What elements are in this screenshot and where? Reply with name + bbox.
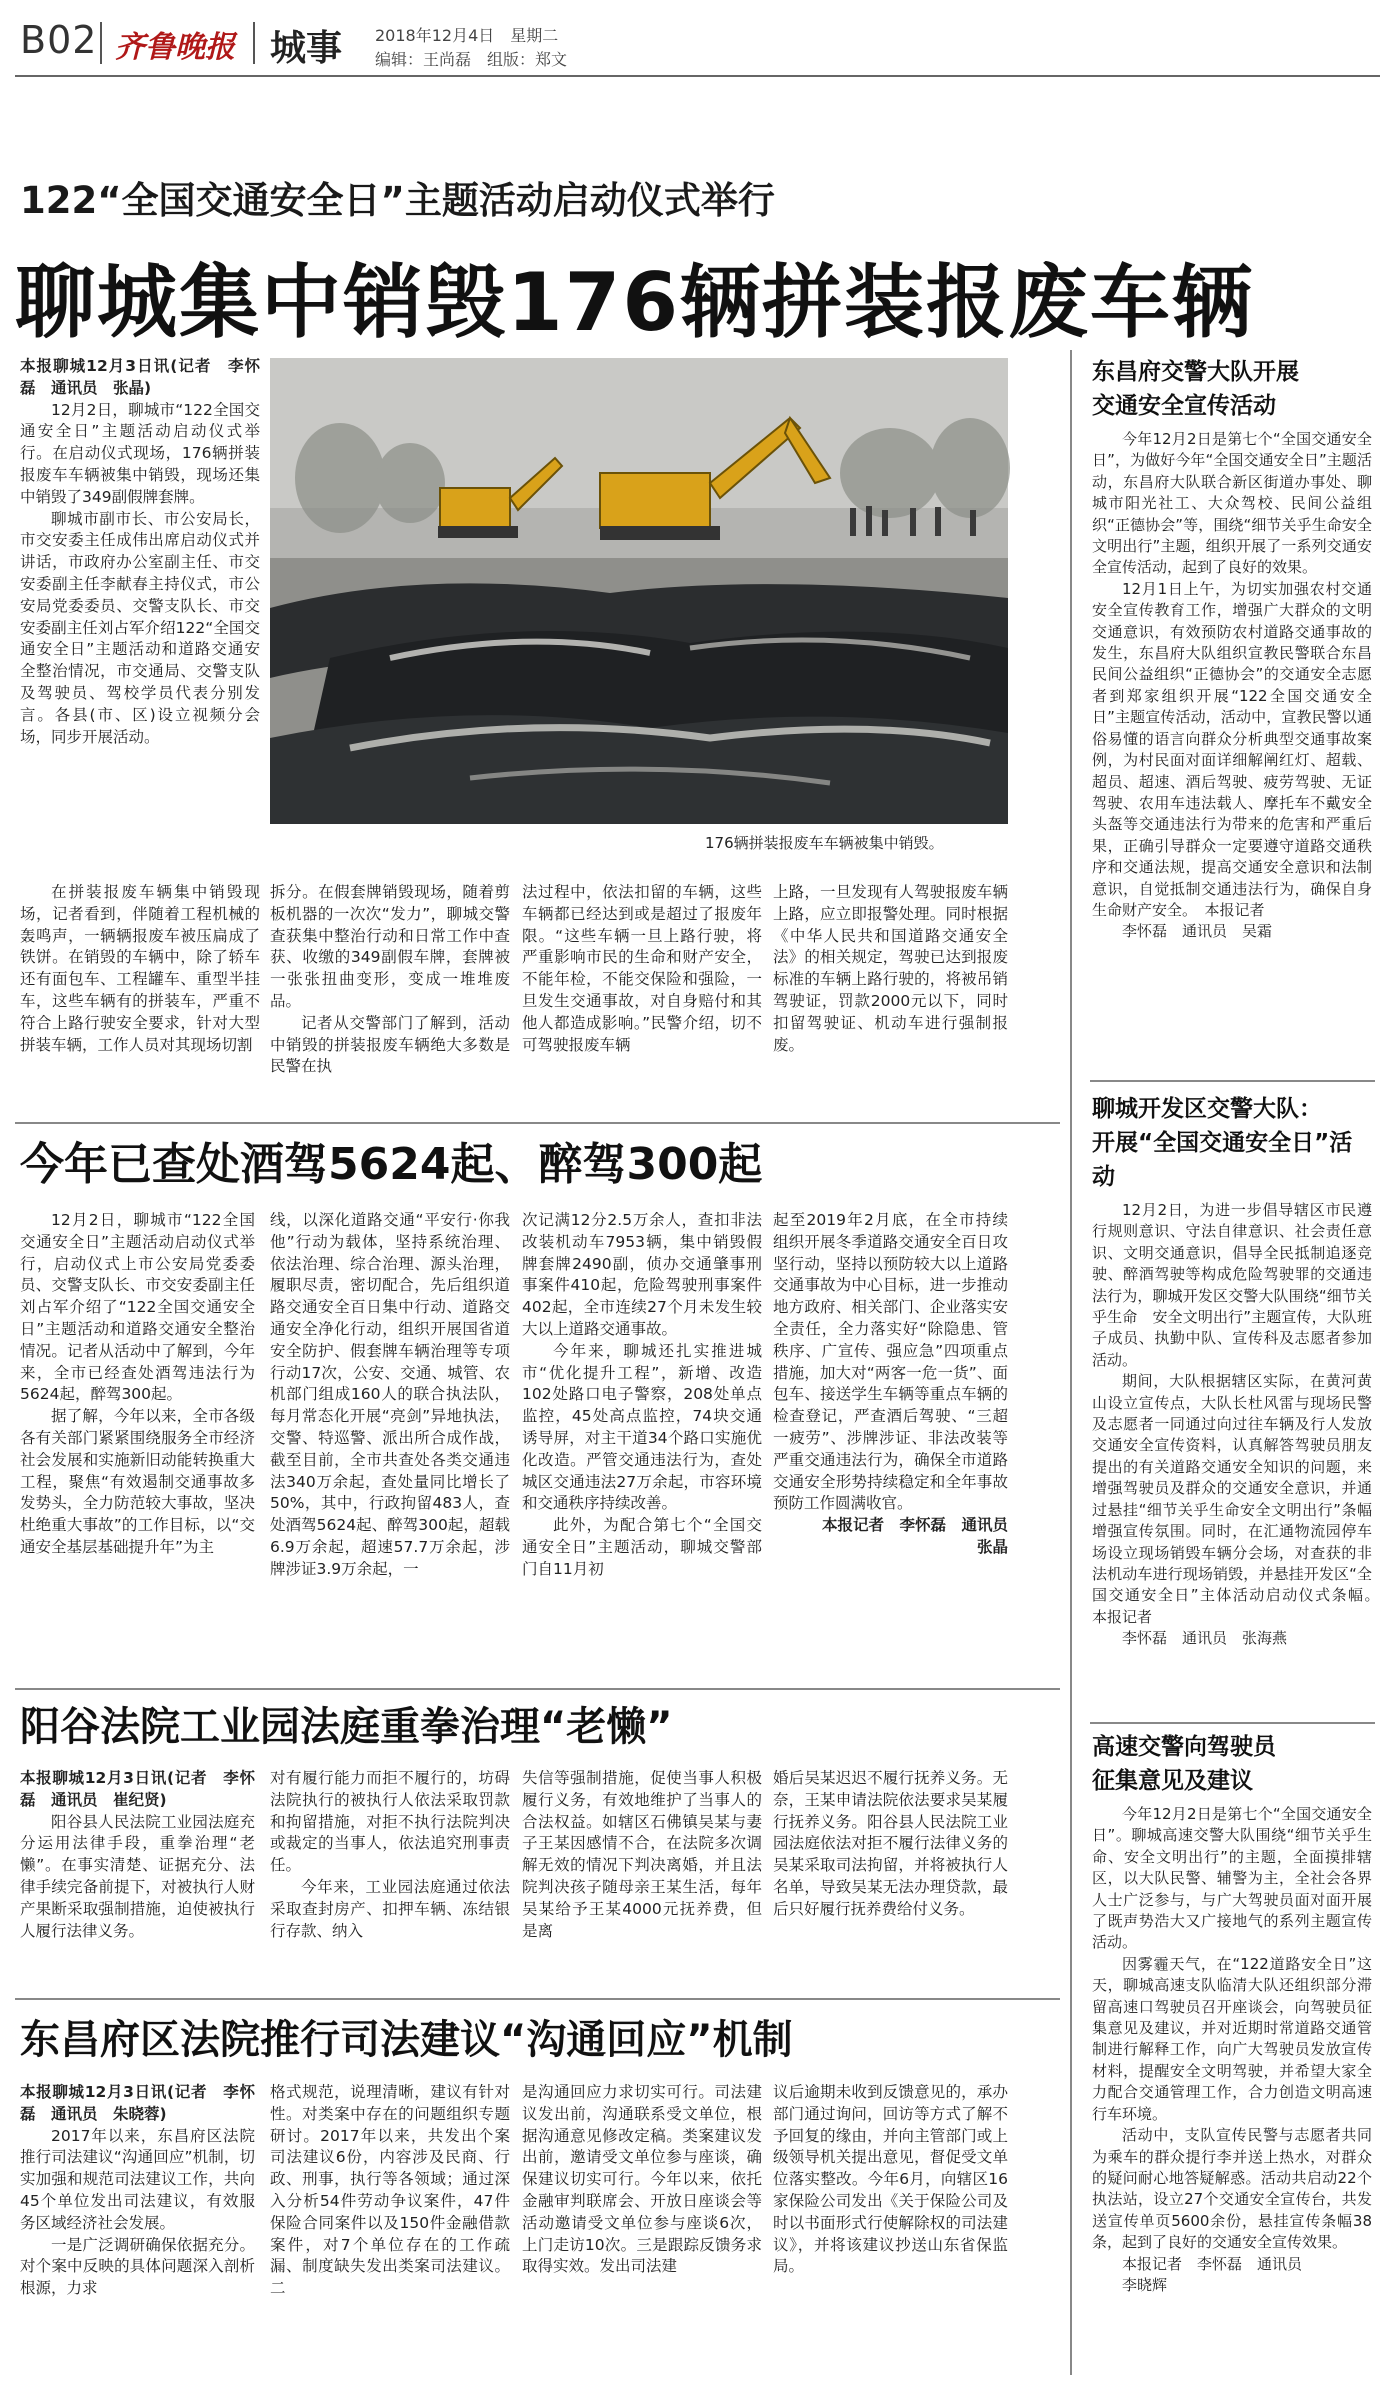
paragraph: 对有履行能力而拒不履行的，坊碍法院执行的被执行人依法采取罚款和拘留措施，对拒不执行法院判决或裁定的当事人，依法追究刑事责任。 [270,1769,510,1875]
paragraph: 今年12月2日是第七个“全国交通安全日”，为做好今年“全国交通安全日”主题活动，东昌府大队联合新区街道办事处、聊城市阳光社工、大众驾校、民间公益组织“正德协会”等，围绕“细节关乎生命安全文明出行”主题，组织开展了一系列交通安全宣传活动，起到了良好的效果。 [1092,430,1372,577]
article-column [270,882,510,1112]
paragraph: 记者从交警部门了解到，活动中销毁的拼装报废车辆绝大多数是民警在执 [270,1013,510,1076]
article-byline: 本报记者 李怀磊 通讯员 张晶 [821,1516,1024,1556]
paragraph: 12月2日，聊城市“122全国交通安全日”主题活动启动仪式举行，启动仪式上市公安局党委委员、交警支队长、市交安委副主任刘占军介绍了“122全国交通安全日”主题活动和道路交通安全整治情况。记者从活动中了解到，今年来，全市已经查处酒驾违法行为5624起，醉驾300起。 [20,1211,255,1404]
paragraph: 活动中，支队宣传民警与志愿者共同为乘车的群众提行李并送上热水，对群众的疑问耐心地答疑解惑。活动共启动22个执法站，设立27个交通安全宣传台，共发送宣传单页5600余份，悬挂宣传条幅38条，起到了良好的交通安全宣传效果。 [1092,2126,1372,2252]
paragraph: 此外，为配合第七个“全国交通安全日”主题活动，聊城交警部门自11月初 [522,1516,762,1578]
article-column [522,1210,762,1675]
article-byline: 李怀磊 通讯员 吴霜 [1122,922,1273,941]
article-column [773,882,1008,1112]
header-divider [100,22,102,64]
article-title: 阳谷法院工业园法庭重拳治理“老懒” [20,1704,673,1750]
article-title: 东昌府区法院推行司法建议“沟通回应”机制 [20,2017,793,2063]
article-kicker: 122“全国交通安全日”主题活动启动仪式举行 [20,179,775,222]
paragraph: 2017年以来，东昌府区法院推行司法建议“沟通回应”机制，切实加强和规范司法建议工作，共向45个单位发出司法建议，有效服务区域经济社会发展。 [20,2126,255,2232]
section-divider [15,1998,1060,2000]
sidebar-title: 交通安全宣传活动 [1092,393,1276,419]
article-column [522,2082,762,2382]
sidebar-title: 征集意见及建议 [1092,1768,1253,1794]
article-column [20,1768,255,1988]
paragraph: 议后逾期未收到反馈意见的，承办部门通过询问，回访等方式了解不予回复的缘由，并向主管部门或上级领导机关提出意见，督促受文单位落实整改。今年6月，向辖区16家保险公司发出《关于保险公司及时以书面形式行使解除权的司法建议》，并将该建议抄送山东省保监局。 [773,2083,1008,2276]
article-column [773,1768,1008,1988]
sidebar-title: 高速交警向驾驶员 [1092,1734,1276,1760]
article-headline: 聊城集中销毁176辆拼装报废车辆 [15,256,1254,349]
article-column [20,356,260,881]
sidebar-article [1092,355,1372,1087]
article-column [20,882,260,1112]
sidebar-title: 开展“全国交通安全日”活动 [1092,1130,1353,1190]
article-byline: 本报聊城12月3日讯(记者 李怀磊 通讯员 朱晓蓉) [20,2083,255,2123]
paragraph: 今年12月2日是第七个“全国交通安全日”。聊城高速交警大队围绕“细节关乎生命、安全文明出行”的主题，全面摸排辖区，以大队民警、辅警为主，全社会各界人士广泛参与，与广大驾驶员面对面开展了既声势浩大又广接地气的系列主题宣传活动。 [1092,1805,1372,1952]
section-name: 城事 [270,28,343,69]
paragraph: 拆分。在假套牌销毁现场，随着剪板机器的一次次“发力”，聊城交警查获集中整治行动和日常工作中查获、收缴的349副假车牌，套牌被一张张扭曲变形，变成一堆堆废品。 [270,883,510,1010]
sidebar-body [1092,1200,1388,1764]
paragraph: 是沟通回应力求切实可行。司法建议发出前，沟通联系受文单位，根据沟通意见修改定稿。类案建议发出前，邀请受文单位参与座谈，确保建议切实可行。今年以来，依托金融审判联席会、开放日座谈会等活动邀请受文单位参与座谈6次，上门走访10次。三是跟踪反馈务求取得实效。发出司法建 [522,2083,762,2276]
header-rule [15,75,1380,77]
article-column [270,1768,510,1988]
paragraph: 婚后吴某迟迟不履行抚养义务。无奈，王某申请法院依法要求吴某履行抚养义务。阳谷县人民法院工业园法庭依法对拒不履行法律义务的吴某采取司法拘留，并将被执行人名单，导致吴某无法办理贷款，最后只好履行抚养费给付义务。 [773,1769,1008,1918]
issue-date: 2018年12月4日 星期二 [375,26,559,45]
sidebar-article [1092,1730,1372,2384]
article-byline: 李晓辉 [1122,2275,1168,2294]
article-byline: 本报记者 李怀磊 通讯员 [1122,2254,1303,2273]
paragraph: 聊城市副市长、市公安局长，市交安委主任成伟出席启动仪式并讲话，市政府办公室副主任、市交安委副主任李献春主持仪式，市公安局党委委员、交警支队长、市交安委副主任刘占军介绍122“全国交通安全日”主题活动和道路交通安全整治情况，市交通局、交警支队及驾驶员、驾校学员代表分别发言。各县(市、区)设立视频分会场，同步开展活动。 [20,509,260,746]
column-divider [1070,350,1072,2375]
article-column [20,1210,255,1675]
header-divider [253,22,255,64]
paragraph: 12月2日，为进一步倡导辖区市民遵行规则意识、守法自律意识、社会责任意识、文明交通意识，倡导全民抵制追逐竞驶、醉酒驾驶等构成危险驾驶罪的交通违法行为，聊城开发区交警大队围绕“细节关乎生命 安全文明出行”主题宣传，大队班子成员、执勤中队、宣传科及志愿者参加活动。 [1092,1201,1372,1369]
article-column [270,1210,510,1675]
paragraph: 上路，一旦发现有人驾驶报废车辆上路，应立即报警处理。同时根据《中华人民共和国道路交通安全法》的相关规定，驾驶已达到报废标准的车辆上路行驶的，将被吊销驾驶证，罚款2000元以下，同时扣留驾驶证、机动车进行强制报废。 [773,883,1008,1054]
header-meta [375,24,567,72]
paragraph: 失信等强制措施，促使当事人积极履行义务，有效地维护了当事人的合法权益。如辖区石佛镇吴某与妻子王某因感情不合，在法院多次调解无效的情况下判决离婚，并且法院判决孩子随母亲王某生活，每年吴某给予王某4000元抚养费，但是离 [522,1769,762,1940]
paragraph: 阳谷县人民法院工业园法庭充分运用法律手段，重拳治理“老懒”。在事实清楚、证据充分、法律手续完备前提下，对被执行人财产果断采取强制措施，迫使被执行人履行法律义务。 [20,1812,255,1940]
paragraph: 在拼装报废车辆集中销毁现场，记者看到，伴随着工程机械的轰鸣声，一辆辆报废车被压扁成了铁饼。在销毁的车辆中，除了轿车还有面包车、工程罐车、重型半挂车，这些车辆有的拼装车，严重不符合上路行驶安全要求，针对大型拼装车辆，工作人员对其现场切割 [20,883,260,1054]
article-column [20,2082,255,2382]
article-column [270,2082,510,2382]
article-column [522,1768,762,1988]
sidebar-article [1092,1092,1388,1764]
section-divider [1090,1080,1375,1082]
paragraph: 起至2019年2月底，在全市持续组织开展冬季道路交通安全百日攻坚行动，坚持以预防较大以上道路交通事故为中心目标，进一步推动地方政府、相关部门、企业落实安全责任，全力落实好“除隐患、管秩序、广宣传、强应急”四项重点措施，加大对“两客一危一货”、面包车、接送学生车辆等重点车辆的检查登记，严查酒后驾驶、“三超一疲劳”、涉牌涉证、非法改装等严重交通违法行为，确保全市道路交通安全形势持续稳定和全年事故预防工作圆满收官。 [773,1211,1008,1513]
sidebar-title: 聊城开发区交警大队： [1092,1096,1322,1122]
article-byline: 本报聊城12月3日讯(记者 李怀磊 通讯员 张晶) [20,357,260,397]
article-byline: 本报聊城12月3日讯(记者 李怀磊 通讯员 崔纪贤) [20,1769,255,1809]
paragraph: 今年来，聊城还扎实推进城市“优化提升工程”，新增、改造102处路口电子警察，208处单点监控，45处高点监控，74块交通诱导屏，对主干道34个路口实施优化改造。严管交通违法行为，查处城区交通违法27万余起，市容环境和交通秩序持续改善。 [522,1341,762,1513]
article-byline: 李怀磊 通讯员 张海燕 [1122,1629,1288,1648]
section-divider [15,1122,1060,1124]
paragraph: 法过程中，依法扣留的车辆，这些车辆都已经达到或是超过了报废年限。“这些车辆一旦上路行驶，将严重影响市民的生命和财产安全，不能年检，不能交保险和强险，一旦发生交通事故，对自身赔付和其他人都造成影响。”民警介绍，切不可驾驶报废车辆 [522,883,762,1054]
section-divider [15,1688,1060,1690]
paragraph: 12月2日，聊城市“122全国交通安全日”主题活动启动仪式举行。在启动仪式现场，176辆拼装报废车车辆被集中销毁，现场还集中销毁了349副假牌套牌。 [20,400,260,506]
article-column [522,882,762,1112]
paragraph: 今年来，工业园法庭通过依法采取查封房产、扣押车辆、冻结银行存款、纳入 [270,1877,510,1940]
photo-caption: 176辆拼装报废车车辆被集中销毁。 [705,834,944,852]
paragraph: 线，以深化道路交通“平安行·你我他”行动为载体，坚持系统治理、依法治理、综合治理、源头治理，履职尽责，密切配合，先后组织道路交通安全百日集中行动、道路交通安全净化行动，组织开展国省道安全防护、假套牌车辆治理等专项行动17次，公安、交通、城管、农机部门组成160人的联合执法队，每月常态化开展“亮剑”异地执法，交警、特巡警、派出所合成作战，截至目前，全市共查处各类交通违法340万余起，查处量同比增长了50%，其中，行政拘留483人，查处酒驾5624起、醉驾300起，超载6.9万余起，超速57.7万余起，涉牌涉证3.9万余起，一 [270,1211,510,1578]
page-number: B02 [20,18,98,62]
paragraph: 据了解，今年以来，全市各级各有关部门紧紧围绕服务全市经济社会发展和实施新旧动能转换重大工程，聚焦“有效遏制交通事故多发势头，全力防范较大事故，坚决杜绝重大事故”的工作目标，以“交通安全基层基础提升年”为主 [20,1407,255,1556]
section-divider [1090,1722,1375,1724]
news-photo [270,358,1008,824]
paragraph: 因雾霾天气，在“122道路安全日”这天，聊城高速支队临清大队还组织部分滞留高速口驾驶员召开座谈会，向驾驶员征集意见及建议，并对近期时常道路交通管制进行解释工作，向广大驾驶员发放宣传材料，提醒安全文明驾驶，并希望大家全力配合交通管理工作，合力创造文明高速行车环境。 [1092,1954,1372,2123]
newspaper-logo: 齐鲁晚报 [115,30,235,65]
sidebar-body [1092,429,1372,1087]
editor-credits: 编辑：王尚磊 组版：郑文 [375,50,568,69]
crushed-cars-photo [270,358,1008,824]
paragraph: 次记满12分2.5万余人，查扣非法改装机动车7953辆，集中销毁假牌套牌2490副，侦办交通肇事刑事案件410起，危险驾驶刑事案件402起，全市连续27个月未发生较大以上道路交通事故。 [522,1211,762,1338]
paragraph: 12月1日上午，为切实加强农村交通安全宣传教育工作，增强广大群众的文明交通意识，有效预防农村道路交通事故的发生，东昌府大队组织宣教民警联合东昌民间公益组织“正德协会”的交通安全志愿者到郑家组织开展“122全国交通安全日”主题宣传活动，活动中，宣教民警以通俗易懂的语言向群众分析典型交通事故案例，为村民面对面详细解阐红灯、超载、超员、超速、酒后驾驶、疲劳驾驶、无证驾驶、农用车违法载人、摩托车不戴安全头盔等交通违法行为带来的危害和严重后果，正确引导群众一定要遵守道路交通秩序和交通法规，提高交通安全意识和法制意识，自觉抵制交通违法行为，确保自身生命财产安全。 本报记者 [1092,579,1372,919]
article-title: 今年已查处酒驾5624起、醉驾300起 [20,1139,763,1190]
sidebar-title: 东昌府交警大队开展 [1092,359,1299,385]
sidebar-body [1092,1804,1372,2384]
paragraph: 期间，大队根据辖区实际，在黄河黄山设立宣传点，大队长杜风雷与现场民警及志愿者一同通过向过往车辆及行人发放交通安全宣传资料，认真解答驾驶员朋友提出的有关道路交通安全知识的问题，来增强驾驶员及群众的交通安全意识，并通过悬挂“细节关乎生命安全文明出行”条幅增强宣传氛围。同时，在汇通物流园停车场设立现场销毁车辆分会场，对查获的非法机动车进行现场销毁，并悬挂开发区“全国交通安全日”主体活动启动仪式条幅。 本报记者 [1092,1372,1388,1626]
paragraph: 格式规范，说理清晰，建议有针对性。对类案中存在的问题组织专题研讨。2017年以来，共发出个案司法建议6份，内容涉及民商、行政、刑事，执行等各领域；通过深入分析54件劳动争议案件，47件保险合同案件以及150件金融借款案件，对7个单位存在的工作疏漏、制度缺失发出类案司法建议。二 [270,2083,510,2298]
article-column [773,2082,1008,2382]
paragraph: 一是广泛调研确保依据充分。对个案中反映的具体问题深入剖析根源，力求 [20,2235,255,2298]
article-column [773,1210,1024,1675]
